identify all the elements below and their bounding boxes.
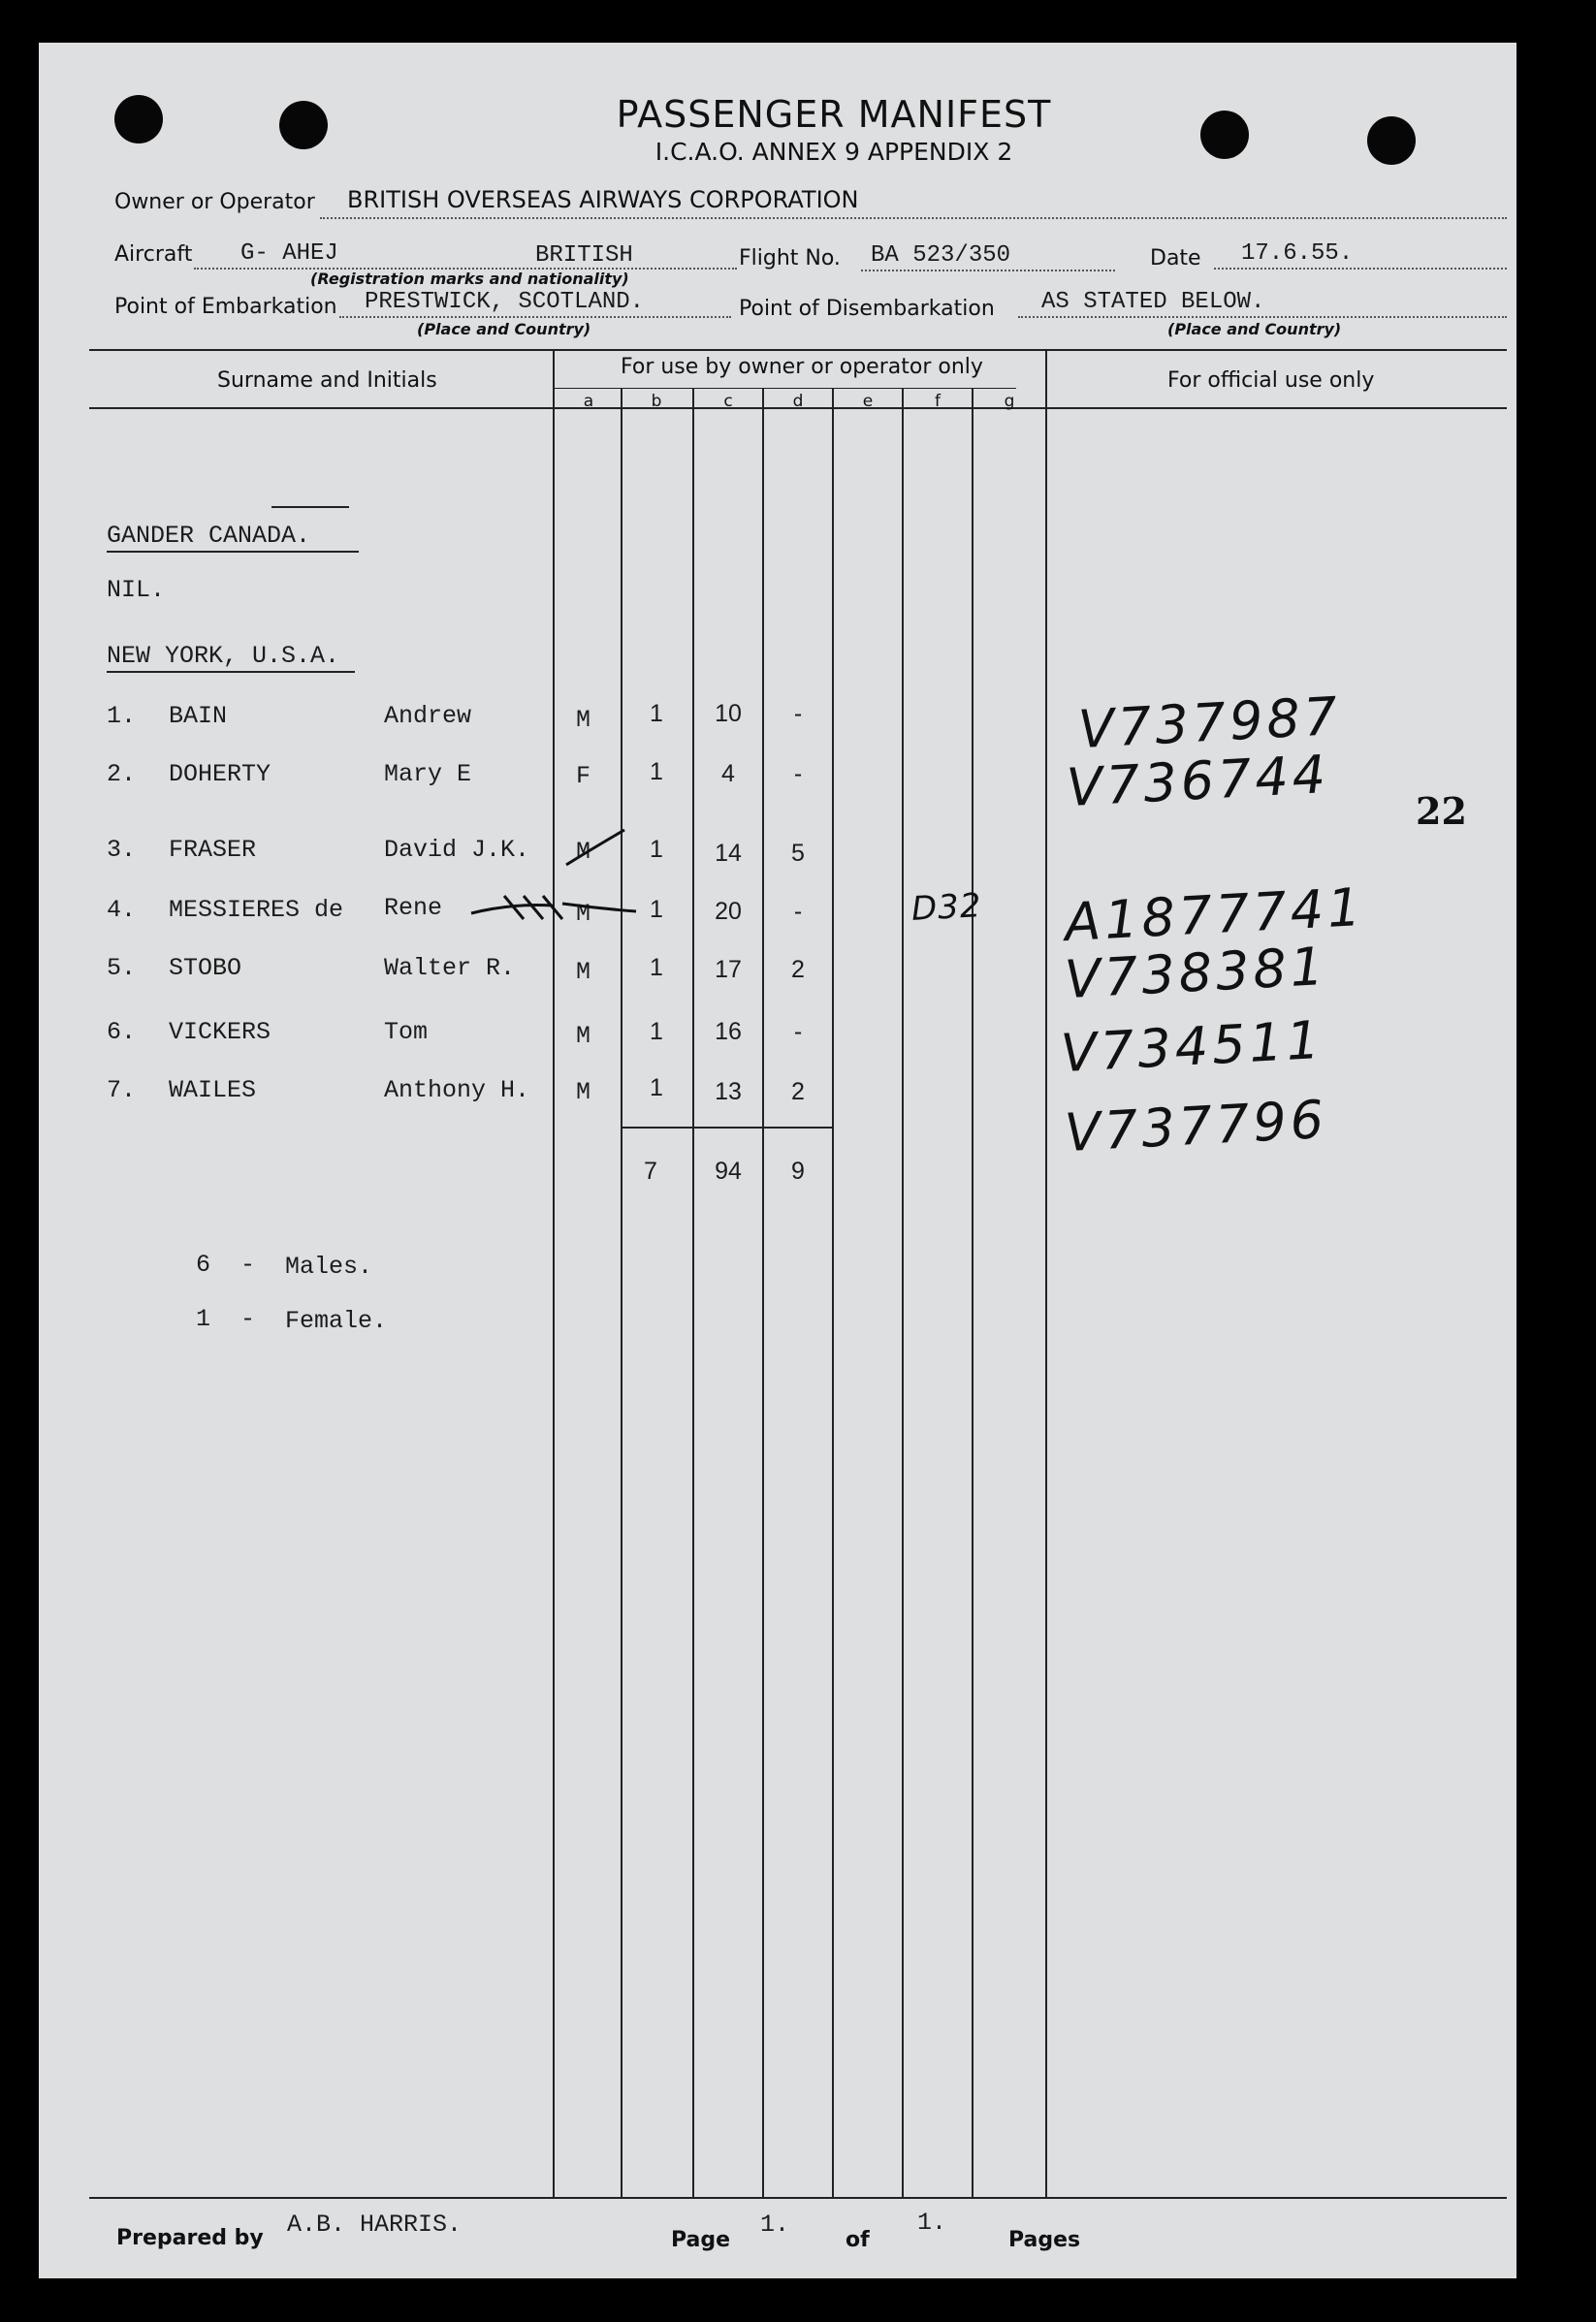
embark-value: PRESTWICK, SCOTLAND.	[365, 289, 645, 315]
decorative-underline	[271, 506, 349, 508]
passenger-official-number: V736744	[1065, 743, 1331, 819]
date-dotted-line	[1214, 268, 1507, 270]
passenger-c: 13	[715, 1078, 742, 1105]
aircraft-value: G- AHEJ	[240, 240, 338, 267]
col-divider-name	[553, 349, 555, 2199]
passenger-given: Mary E	[384, 760, 472, 788]
passenger-given: David J.K.	[384, 836, 530, 864]
passenger-b: 1	[650, 896, 663, 923]
passenger-given: Tom	[384, 1018, 429, 1046]
passenger-c: 17	[715, 956, 742, 983]
passenger-d: -	[793, 700, 803, 727]
total-c: 94	[715, 1158, 742, 1185]
passenger-given: Rene	[384, 894, 443, 922]
passenger-surname: BAIN	[169, 702, 228, 730]
passenger-c: 14	[715, 840, 742, 867]
passenger-surname: DOHERTY	[169, 760, 271, 788]
col-operator-header: For use by owner or operator only	[621, 355, 983, 379]
section-new-york-underline	[107, 671, 355, 673]
passenger-official-number: A1877741	[1063, 875, 1366, 954]
aircraft-label: Aircraft	[114, 242, 193, 267]
pages-label: Pages	[1008, 2228, 1081, 2252]
passenger-no: 5.	[107, 954, 137, 982]
totals-line	[621, 1127, 832, 1129]
passenger-no: 3.	[107, 836, 137, 864]
disembark-note: (Place and Country)	[1167, 320, 1342, 338]
col-letter-c: c	[723, 392, 733, 411]
passenger-sex: M	[576, 838, 591, 866]
passenger-given: Anthony H.	[384, 1076, 530, 1104]
page-marker-22: 22	[1416, 789, 1467, 833]
form-title: PASSENGER MANIFEST	[616, 93, 1052, 136]
passenger-surname: WAILES	[169, 1076, 257, 1104]
col-divider-f	[972, 388, 974, 2199]
col-name-header: Surname and Initials	[217, 368, 437, 393]
col-divider-g	[1045, 349, 1047, 2199]
passenger-d: -	[793, 898, 803, 925]
disembark-value: AS STATED BELOW.	[1041, 289, 1265, 315]
passenger-sex: M	[576, 958, 591, 986]
punch-hole-left-2	[279, 101, 328, 149]
col-divider-e	[902, 388, 904, 2199]
passenger-no: 1.	[107, 702, 137, 730]
summary-dash: -	[240, 1251, 256, 1279]
passenger-surname: FRASER	[169, 836, 257, 864]
passenger-surname: MESSIERES de	[169, 896, 344, 924]
col-letter-f: f	[935, 392, 941, 411]
registration-note: (Registration marks and nationality)	[310, 270, 629, 288]
col-letter-g: g	[1004, 392, 1015, 411]
passenger-sex: M	[576, 1078, 591, 1106]
col-letter-e: e	[862, 392, 874, 411]
passenger-no: 4.	[107, 896, 137, 924]
prepared-by-label: Prepared by	[116, 2226, 264, 2250]
strike-mark-row3	[562, 826, 630, 875]
strike-mark-row4	[465, 884, 650, 933]
passenger-sex: M	[576, 900, 591, 928]
passenger-given: Andrew	[384, 702, 472, 730]
nationality-value: BRITISH	[535, 242, 633, 269]
flight-label: Flight No.	[739, 246, 841, 270]
passenger-sex: F	[576, 762, 591, 790]
summary-label: Female.	[285, 1307, 388, 1335]
passenger-d: -	[793, 760, 803, 787]
summary-count: 1	[196, 1305, 211, 1333]
total-b: 7	[644, 1158, 657, 1185]
passenger-b: 1	[650, 1074, 663, 1101]
punch-hole-right-2	[1367, 116, 1416, 165]
passenger-c: 20	[715, 898, 742, 925]
passenger-surname: STOBO	[169, 954, 242, 982]
page-value: 1.	[760, 2211, 790, 2239]
flight-dotted-line	[861, 270, 1115, 271]
passenger-given: Walter R.	[384, 954, 516, 982]
passenger-sex: M	[576, 1022, 591, 1050]
col-divider-d	[832, 388, 834, 2199]
punch-hole-right-1	[1200, 111, 1249, 159]
flight-value: BA 523/350	[871, 242, 1011, 269]
passenger-no: 7.	[107, 1076, 137, 1104]
passenger-no: 6.	[107, 1018, 137, 1046]
col-divider-c	[762, 388, 764, 2199]
disembark-dotted-line	[1018, 316, 1507, 318]
of-label: of	[846, 2228, 870, 2252]
summary-count: 6	[196, 1251, 211, 1279]
date-value: 17.6.55.	[1241, 240, 1354, 267]
col-divider-a	[621, 388, 622, 2199]
manifest-page	[39, 43, 1516, 2278]
passenger-official-number: V734511	[1059, 1008, 1325, 1085]
punch-hole-left-1	[114, 95, 163, 143]
date-label: Date	[1150, 246, 1201, 270]
col-letter-d: d	[792, 392, 804, 411]
table-top-line	[89, 349, 1507, 351]
passenger-d: 2	[791, 1078, 805, 1105]
passenger-d: -	[793, 1018, 803, 1045]
disembark-label: Point of Disembarkation	[739, 297, 995, 321]
table-bottom-line	[89, 2197, 1507, 2199]
summary-label: Males.	[285, 1253, 373, 1281]
prepared-by-value: A.B. HARRIS.	[287, 2211, 463, 2239]
total-d: 9	[791, 1158, 805, 1185]
passenger-official-number: V737987	[1076, 684, 1343, 761]
section-gander-underline	[107, 551, 359, 553]
embark-dotted-line	[339, 316, 731, 318]
passenger-b: 1	[650, 954, 663, 981]
col-official-header: For official use only	[1167, 368, 1375, 393]
passenger-sex: M	[576, 706, 591, 734]
col-divider-b	[692, 388, 694, 2199]
form-subtitle: I.C.A.O. ANNEX 9 APPENDIX 2	[654, 138, 1013, 166]
passenger-b: 1	[650, 758, 663, 785]
passenger-c: 10	[715, 700, 742, 727]
passenger-surname: VICKERS	[169, 1018, 271, 1046]
owner-dotted-line	[320, 217, 1507, 219]
col-letter-b: b	[651, 392, 662, 411]
passenger-c: 4	[721, 760, 735, 787]
section-gander: GANDER CANADA.	[107, 522, 311, 550]
summary-dash: -	[240, 1305, 256, 1333]
page-label: Page	[671, 2228, 731, 2252]
f-column-note: D32	[910, 886, 983, 929]
owner-value: BRITISH OVERSEAS AIRWAYS CORPORATION	[347, 186, 859, 213]
embark-label: Point of Embarkation	[114, 295, 337, 319]
passenger-d: 5	[791, 840, 805, 867]
passenger-b: 1	[650, 1018, 663, 1045]
of-value: 1.	[917, 2209, 947, 2237]
col-letter-a: a	[583, 392, 594, 411]
section-new-york: NEW YORK, U.S.A.	[107, 642, 340, 670]
passenger-b: 1	[650, 836, 663, 863]
embark-note: (Place and Country)	[417, 320, 591, 338]
passenger-no: 2.	[107, 760, 137, 788]
passenger-b: 1	[650, 700, 663, 727]
owner-label: Owner or Operator	[114, 190, 315, 214]
passenger-official-number: V738381	[1063, 935, 1329, 1011]
passenger-c: 16	[715, 1018, 742, 1045]
section-gander-value: NIL.	[107, 576, 166, 604]
passenger-d: 2	[791, 956, 805, 983]
passenger-official-number: V737796	[1063, 1088, 1329, 1164]
